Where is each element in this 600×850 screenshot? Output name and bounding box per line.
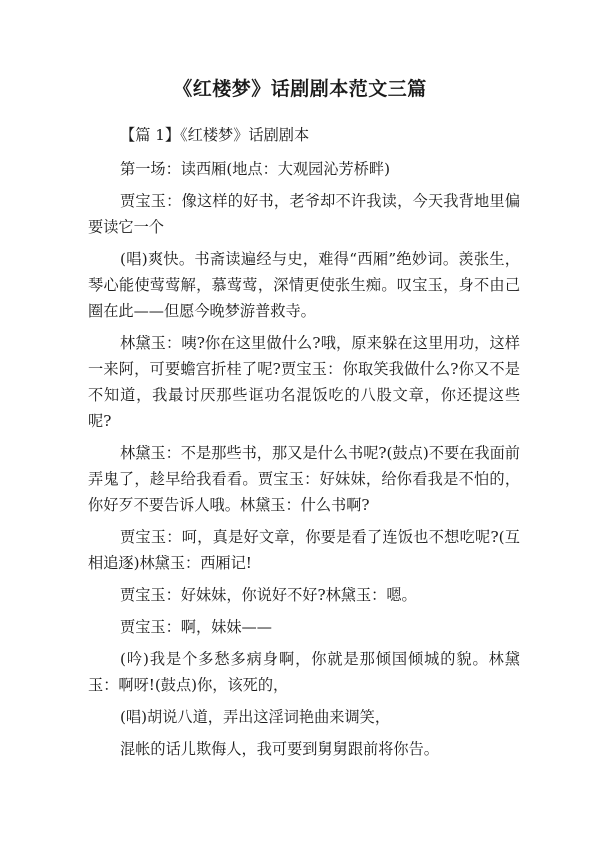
script-paragraph: 混帐的话儿欺侮人，我可要到舅舅跟前将你告。: [120, 740, 439, 758]
document-title: 《红楼梦》话剧剧本范文三篇: [173, 78, 427, 100]
script-paragraph: (唱)爽快。书斋读遍经与史，难得“西厢”绝妙词。羡张生，琴心能使莺莺解，慕莺莺，深情更使张生痴。叹宝玉，身不由己圈在此——但愿今晚梦游普救寺。: [88, 250, 520, 320]
script-paragraph: 贾宝玉：好妹妹，你说好不好?林黛玉：嗯。: [120, 586, 417, 604]
document-body: [88, 114, 520, 768]
script-paragraph: 贾宝玉：像这样的好书，老爷却不许我读，今天我背地里偏要读它一个: [88, 192, 520, 236]
script-paragraph: 贾宝玉：啊，妹妹——: [120, 618, 272, 636]
scene-heading: 第一场：读西厢(地点：大观园沁芳桥畔): [120, 160, 391, 178]
script-paragraph: (吟)我是个多愁多病身啊，你就是那倾国倾城的貌。林黛玉：啊呀!(鼓点)你，该死的，: [88, 650, 520, 694]
section-heading: 【篇 1】《红楼梦》话剧剧本: [120, 126, 310, 144]
script-paragraph: 贾宝玉：呵，真是好文章，你要是看了连饭也不想吃呢?(互相追逐)林黛玉：西厢记!: [88, 528, 520, 572]
script-paragraph: 林黛玉：咦?你在这里做什么?哦，原来躲在这里用功，这样一来阿，可要蟾宫折桂了呢?贾宝玉：你取笑我做什么?你又不是不知道，我最讨厌那些诓功名混饭吃的八股文章，你还提这些呢?: [88, 334, 520, 430]
script-paragraph: (唱)胡说八道，弄出这淫词艳曲来调笑，: [120, 708, 391, 726]
script-paragraph: 林黛玉：不是那些书，那又是什么书呢?(鼓点)不要在我面前弄鬼了，趁早给我看看。贾宝玉：好妹妹，给你看我是不怕的，你好歹不要告诉人哦。林黛玉：什么书啊?: [88, 444, 520, 514]
